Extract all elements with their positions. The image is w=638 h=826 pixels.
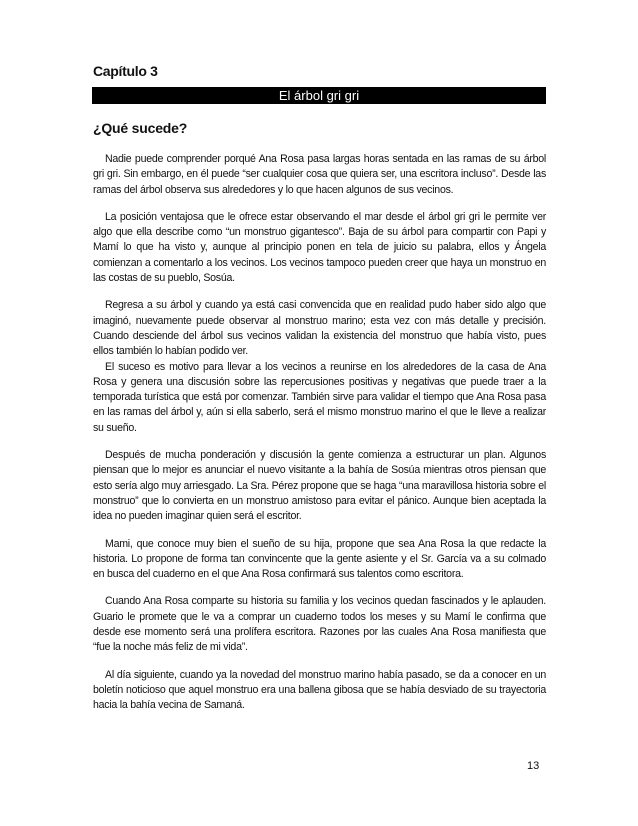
body-text [93,152,546,714]
section-heading: ¿Qué sucede? [93,120,188,136]
chapter-title-bar: El árbol gri gri [92,87,546,104]
paragraph: Regresa a su árbol y cuando ya está casi convencida que en realidad pudo haber sido algo que imaginó, nuevamente puede observar al monstruo marino; esta vez con más detalle y precisión. Cuando desciende del árbol sus vecinos validan la existencia del monstruo que había visto, pues ellos también lo habían podido ver. [93,299,546,358]
paragraph: Después de mucha ponderación y discusión la gente comienza a estructurar un plan. Algunos piensan que lo mejor es anunciar el nuevo visitante a la bahía de Sosúa mientras otros piensan que esto sería algo muy arriesgado. La Sra. Pérez propone que se haga “una maravillosa historia sobre el monstruo” que lo convierta en un monstruo amistoso para evitar el pánico. Aunque bien aceptada la idea no pueden imaginar quien será el escritor. [93,449,546,523]
paragraph: Mami, que conoce muy bien el sueño de su hija, propone que sea Ana Rosa la que redacte la historia. Lo propone de forma tan convincente que la gente asiente y el Sr. García va a su colmado en busca del cuaderno en el que Ana Rosa confirmará sus talentos como escritora. [93,537,546,581]
paragraph: Al día siguiente, cuando ya la novedad del monstruo marino había pasado, se da a conocer en un boletín noticioso que aquel monstruo era una ballena gibosa que se había desviado de su trayectoria hacia la bahía vecina de Samaná. [93,668,546,712]
paragraph: Cuando Ana Rosa comparte su historia su familia y los vecinos quedan fascinados y le aplauden. Guario le promete que le va a comprar un cuaderno todos los meses y su Mamí le confirma que desde ese momento será una prolífera escritora. Razones por las cuales Ana Rosa manifiesta que “fue la noche más feliz de mi vida”. [93,595,546,654]
paragraph: Nadie puede comprender porqué Ana Rosa pasa largas horas sentada en las ramas de su árbol gri gri. Sin embargo, en él puede “ser cualquier cosa que quiera ser, una escritora incluso”. Desde las ramas del árbol observa sus alrededores y lo que hacen algunos de sus vecinos. [93,153,546,196]
paragraph: La posición ventajosa que le ofrece estar observando el mar desde el árbol gri gri le permite ver algo que ella describe como “un monstruo gigantesco”. Baja de su árbol para compartir con Papi y Mamí lo que ha visto y, aunque al principio ponen en tela de juicio su palabra, ellos y Ángela comienzan a comentarlo a los vecinos. Los vecinos tampoco pueden creer que haya un monstruo en las costas de su pueblo, Sosúa. [93,210,546,285]
chapter-heading: Capítulo 3 [93,63,158,79]
paragraph: El suceso es motivo para llevar a los vecinos a reunirse en los alrededores de la casa de Ana Rosa y genera una discusión sobre las repercusiones positivas y negativas que puede traer a la temporada turística que está por comenzar. También sirve para validar el tiempo que Ana Rosa pasa en las ramas del árbol y, aún si ella saberlo, será el mismo monstruo marino el que le lleve a realizar su sueño. [93,360,546,434]
page-number: 13 [527,760,540,772]
